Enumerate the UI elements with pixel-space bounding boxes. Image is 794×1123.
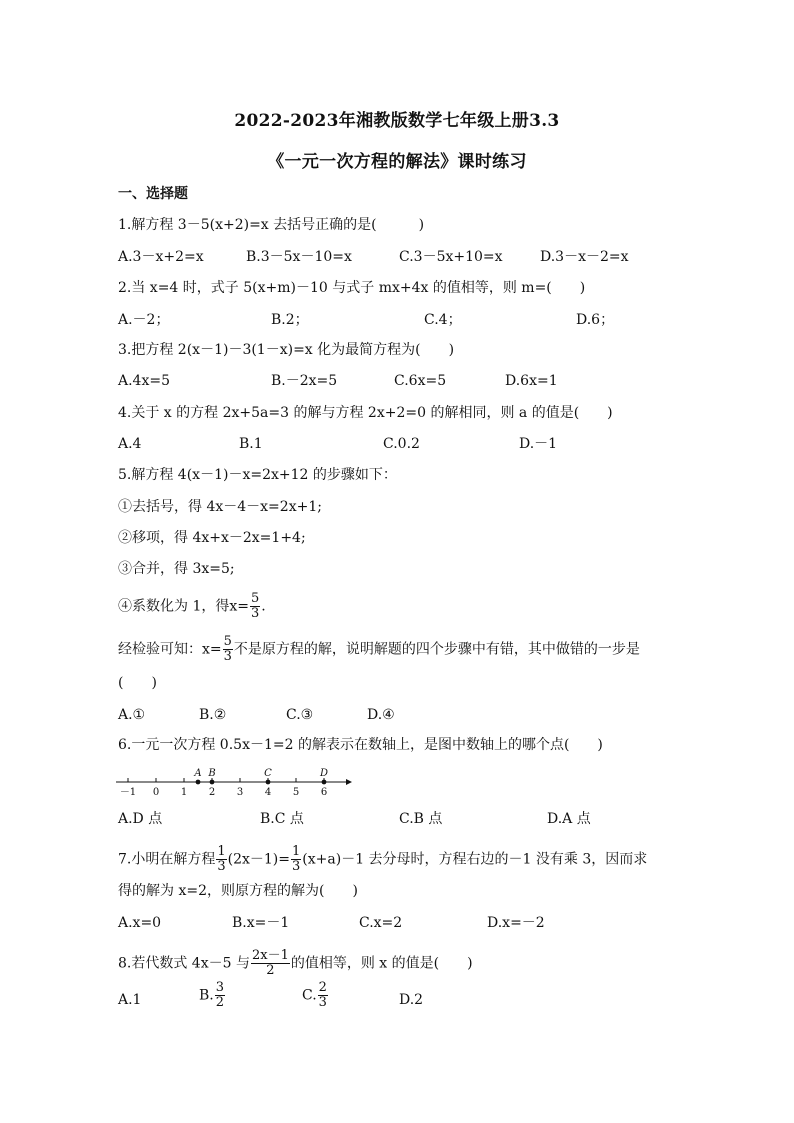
axis-tick-label: 5	[292, 787, 300, 798]
q8-option-a: A.1	[118, 992, 142, 1008]
q8-option-b	[199, 981, 226, 1010]
axis-point-d	[322, 780, 327, 785]
q6-option-d: D.A 点	[547, 811, 591, 827]
section-heading: 一、选择题	[118, 186, 188, 202]
fraction-numerator: 1	[217, 844, 226, 859]
q8-option-b-label: B.	[199, 987, 214, 1004]
q3-option-a: A.4x=5	[118, 373, 171, 389]
fraction-numerator: 5	[223, 634, 232, 649]
q7-text-3: (x+a)－1 去分母时，方程右边的－1 没有乘 3，因而求	[302, 851, 648, 868]
q4-option-d: D.－1	[519, 436, 558, 452]
fraction-denominator: 2	[215, 995, 225, 1010]
q4-option-b: B.1	[239, 436, 263, 452]
q3-option-b: B.－2x=5	[271, 373, 338, 389]
fraction-denominator: 3	[217, 859, 226, 874]
fraction-numerator: 2x－1	[251, 948, 289, 963]
axis-tick-label: 3	[236, 787, 244, 798]
q5-check	[118, 635, 640, 664]
axis-point-c	[266, 780, 271, 785]
q8-text-2: 的值相等，则 x 的值是( )	[290, 955, 473, 972]
q1-option-a: A.3－x+2=x	[118, 249, 204, 265]
q5-option-a: A.①	[118, 707, 146, 723]
axis-point-label: C	[264, 768, 272, 779]
fraction-numerator: 5	[250, 591, 260, 606]
fraction-numerator: 2	[318, 980, 327, 995]
q1-option-b: B.3－5x－10=x	[246, 249, 352, 265]
q5-step-4-fraction	[250, 592, 260, 621]
number-line-diagram	[114, 760, 354, 800]
q4-option-a: A.4	[118, 436, 142, 452]
q6-option-b: B.C 点	[260, 811, 304, 827]
q3-stem: 3.把方程 2(x－1)－3(1－x)=x 化为最简方程为( )	[118, 342, 455, 358]
q5-check-pre: 经检验可知：x=	[118, 641, 222, 658]
q2-stem: 2.当 x=4 时，式子 5(x+m)－10 与式子 mx+4x 的值相等，则 m=( )	[118, 280, 586, 296]
q4-stem: 4.关于 x 的方程 2x+5a=3 的解与方程 2x+2=0 的解相同，则 a 的值是( )	[118, 405, 613, 421]
q8-option-d: D.2	[399, 992, 424, 1008]
fraction-denominator: 3	[318, 995, 327, 1010]
axis-point-label: B	[208, 768, 216, 779]
q7-fraction-1	[216, 845, 226, 874]
q5-option-b: B.②	[199, 707, 227, 723]
q5-option-c: C.③	[286, 707, 314, 723]
q3-option-d: D.6x=1	[505, 373, 558, 389]
q6-stem: 6.一元一次方程 0.5x－1=2 的解表示在数轴上，是图中数轴上的哪个点( )	[118, 737, 603, 753]
q8-option-c	[302, 981, 329, 1010]
q8-option-c-fraction	[318, 981, 328, 1010]
axis-tick-label: 6	[320, 787, 328, 798]
title-line-2: 《一元一次方程的解法》课时练习	[267, 152, 527, 172]
q2-option-a: A.－2；	[118, 312, 170, 328]
q8-text-1: 8.若代数式 4x－5 与	[118, 955, 250, 972]
axis-point-a	[196, 780, 201, 785]
q7-option-d: D.x=－2	[487, 915, 545, 931]
fraction-numerator: 1	[292, 844, 301, 859]
q5-stem: 5.解方程 4(x－1)－x=2x+12 的步骤如下：	[118, 467, 397, 483]
q5-check-fraction	[223, 635, 233, 664]
axis-arrow-icon	[346, 779, 352, 785]
axis-tick-label: 0	[152, 787, 160, 798]
q3-option-c: C.6x=5	[394, 373, 447, 389]
q7-option-a: A.x=0	[118, 915, 162, 931]
axis-tick-label: 4	[264, 787, 272, 798]
q1-option-c: C.3－5x+10=x	[399, 249, 503, 265]
q1-option-d: D.3－x－2=x	[540, 249, 629, 265]
q2-option-c: C.4；	[424, 312, 462, 328]
q7-fraction-2	[291, 845, 301, 874]
q6-option-c: C.B 点	[399, 811, 443, 827]
q7-stem	[118, 845, 647, 874]
axis-tick-label: 2	[208, 787, 216, 798]
q5-check-post: 不是原方程的解，说明解题的四个步骤中有错，其中做错的一步是	[233, 641, 640, 658]
q5-answer-paren: ( )	[118, 675, 157, 691]
q4-option-c: C.0.2	[383, 436, 420, 452]
q5-step-4-end: .	[261, 598, 266, 615]
axis-point-label: A	[194, 768, 202, 779]
q5-step-3: ③合并，得 3x=5;	[118, 561, 235, 577]
fraction-denominator: 3	[223, 649, 232, 664]
title-line-1: 2022-2023年湘教版数学七年级上册3.3	[234, 111, 560, 131]
q7-option-c: C.x=2	[359, 915, 403, 931]
q2-option-d: D.6；	[576, 312, 615, 328]
q6-option-a: A.D 点	[118, 811, 163, 827]
q8-option-c-label: C.	[302, 987, 317, 1004]
q8-fraction	[251, 949, 290, 978]
q8-option-b-fraction	[215, 981, 225, 1010]
q7-text-2: (2x－1)=	[227, 851, 291, 868]
q8-stem	[118, 949, 473, 978]
q5-step-2: ②移项，得 4x+x－2x=1+4;	[118, 530, 306, 546]
fraction-numerator: 3	[215, 980, 225, 995]
q7-text-1: 7.小明在解方程	[118, 851, 216, 868]
q2-option-b: B.2；	[271, 312, 309, 328]
fraction-denominator: 3	[292, 859, 301, 874]
q5-step-4-text: ④系数化为 1，得x=	[118, 598, 249, 615]
q7-option-b: B.x=－1	[232, 915, 290, 931]
q5-step-1: ①去括号，得 4x－4－x=2x+1;	[118, 499, 322, 515]
axis-tick-label: 1	[180, 787, 188, 798]
axis-point-b	[210, 780, 215, 785]
q5-step-4	[118, 592, 266, 621]
q7-stem-line-2: 得的解为 x=2，则原方程的解为( )	[118, 883, 358, 899]
q1-stem: 1.解方程 3－5(x+2)=x 去括号正确的是( )	[118, 217, 425, 233]
fraction-denominator: 3	[250, 606, 260, 621]
q5-option-d: D.④	[367, 707, 395, 723]
axis-tick-label: －1	[119, 787, 137, 798]
fraction-denominator: 2	[266, 963, 275, 978]
axis-point-label: D	[319, 768, 329, 779]
